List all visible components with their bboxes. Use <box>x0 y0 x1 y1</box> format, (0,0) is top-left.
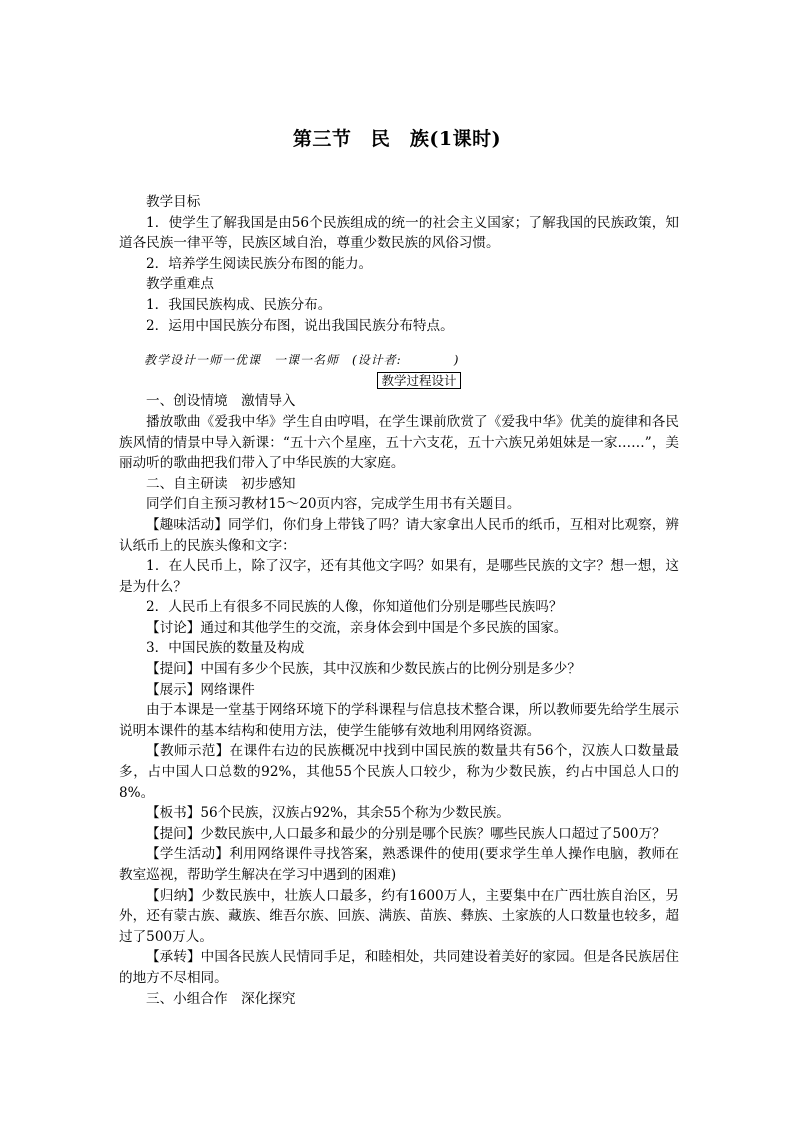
paragraph: 【趣味活动】同学们，你们身上带钱了吗？请大家拿出人民币的纸币，互相对比观察，辨认纸币上的民族头像和文字： <box>119 516 679 554</box>
paragraph: 1．我国民族构成、民族分布。 <box>146 296 332 313</box>
paragraph: 2．运用中国民族分布图，说出我国民族分布特点。 <box>146 317 454 334</box>
paragraph: 【板书】56个民族，汉族占92%，其余55个称为少数民族。 <box>146 805 510 822</box>
paragraph: 二、自主研读 初步感知 <box>146 475 296 492</box>
paragraph: 【讨论】通过和其他学生的交流，亲身体会到中国是个多民族的国家。 <box>146 619 568 636</box>
paragraph: 1．在人民币上，除了汉字，还有其他文字吗？如果有，是哪些民族的文字？想一想，这是为什么？ <box>119 558 679 595</box>
section-heading-box-wrap <box>119 371 679 392</box>
section-heading-box: 教学过程设计 <box>377 372 460 389</box>
design-credit-line: 教学设计一师一优课 一课一名师 (设计者: ) <box>144 353 460 368</box>
paragraph: 三、小组合作 深化探究 <box>146 990 296 1007</box>
document-body <box>119 192 679 1009</box>
paragraph: 2．培养学生阅读民族分布图的能力。 <box>146 255 373 272</box>
paragraph: 【展示】网络课件 <box>146 681 255 698</box>
section-heading: 教学重难点 <box>146 276 214 293</box>
paragraph: 【教师示范】在课件右边的民族概况中找到中国民族的数量共有56个，汉族人口数量最多，占中国人口总数的92%，其他55个民族人口较少，称为少数民族，约占中国总人口的8%。 <box>119 743 679 801</box>
paragraph: 【归纳】少数民族中，壮族人口最多，约有1600万人，主要集中在广西壮族自治区，另外，还有蒙古族、藏族、维吾尔族、回族、满族、苗族、彝族、土家族的人口数量也较多，超过了500万人。 <box>119 887 679 945</box>
paragraph: 同学们自主预习教材15～20页内容，完成学生用书有关题目。 <box>146 496 521 513</box>
page-title: 第三节 民 族(1课时) <box>292 128 502 150</box>
paragraph: 3．中国民族的数量及构成 <box>146 640 305 657</box>
paragraph: 2．人民币上有很多不同民族的人像，你知道他们分别是哪些民族吗？ <box>146 599 563 616</box>
paragraph: 【提问】少数民族中,人口最多和最少的分别是哪个民族？哪些民族人口超过了500万？ <box>146 825 666 842</box>
paragraph: 播放歌曲《爱我中华》学生自由哼唱，在学生课前欣赏了《爱我中华》优美的旋律和各民族风情的情景中导入新课：“五十六个星座，五十六支花，五十六族兄弟姐妹是一家……”，美丽动听的歌曲把我们带入了中华民族的大家庭。 <box>119 413 679 472</box>
paragraph: 一、创设情境 激情导入 <box>146 393 296 410</box>
paragraph: 【学生活动】利用网络课件寻找答案，熟悉课件的使用(要求学生单人操作电脑，教师在教室巡视，帮助学生解决在学习中遇到的困难) <box>119 846 679 883</box>
paragraph: 【提问】中国有多少个民族，其中汉族和少数民族占的比例分别是多少？ <box>146 661 581 678</box>
section-heading: 教学目标 <box>146 194 201 210</box>
paragraph: 【承转】中国各民族人民情同手足，和睦相处，共同建设着美好的家园。但是各民族居住的地方不尽相同。 <box>119 949 679 986</box>
paragraph: 由于本课是一堂基于网络环境下的学科课程与信息技术整合课，所以教师要先给学生展示说明本课件的基本结构和使用方法，使学生能够有效地利用网络资源。 <box>119 702 679 739</box>
paragraph: 1．使学生了解我国是由56个民族组成的统一的社会主义国家；了解我国的民族政策，知道各民族一律平等，民族区域自治，尊重少数民族的风俗习惯。 <box>119 214 679 252</box>
